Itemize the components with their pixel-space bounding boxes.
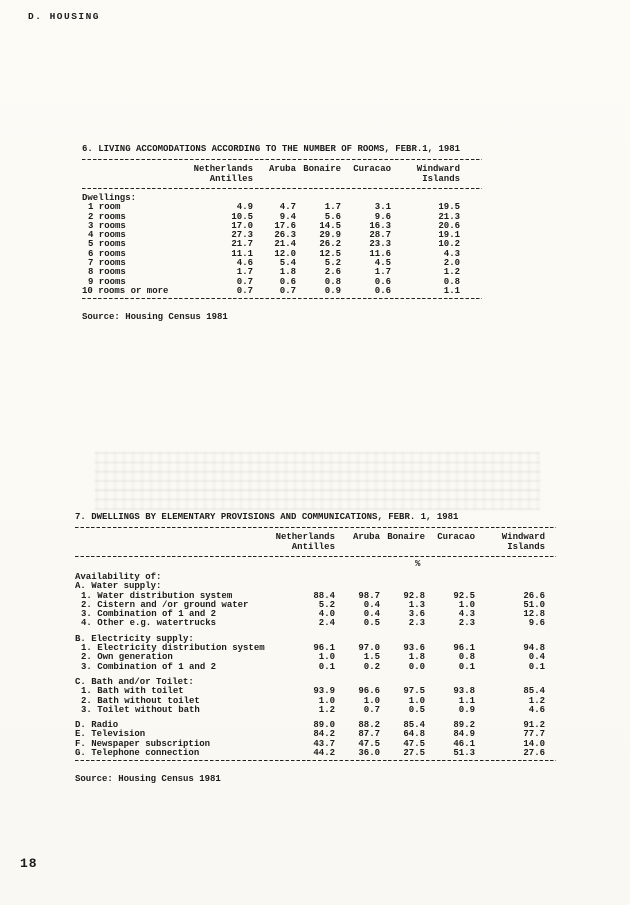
value-cell: 4.7 [279,202,296,213]
row-label: 4 rooms [88,230,126,241]
bleed-through-artifact [95,452,540,510]
value-cell: 46.1 [453,738,475,749]
value-cell: 0.1 [458,661,475,672]
table-row [75,706,556,715]
value-cell: 0.1 [318,661,335,672]
column-header [380,533,425,552]
row-label: 2 rooms [88,211,126,222]
column-header [253,165,296,184]
row-label: 2. Cistern and /or ground water [81,599,249,610]
value-cell: 2.0 [443,258,460,269]
value-cell: 4.3 [458,609,475,620]
value-cell: 2.3 [408,618,425,629]
value-cell: 4.6 [528,704,545,715]
unit-row [75,559,556,569]
divider-line [82,188,482,189]
value-cell: 1.2 [528,695,545,706]
value-cell: 14.0 [523,738,545,749]
value-cell: 0.6 [374,276,391,287]
column-header [296,165,341,184]
value-cell: 77.7 [523,729,545,740]
value-cell: 19.5 [438,202,460,213]
value-cell: 93.8 [453,686,475,697]
value-cell: 96.6 [358,686,380,697]
value-cell: 3.1 [374,202,391,213]
value-cell: 3.6 [408,609,425,620]
page-number: 18 [20,856,38,871]
divider-line [82,298,482,299]
value-cell: 92.5 [453,590,475,601]
row-label: 3. Combination of 1 and 2 [81,661,217,672]
value-cell: 4.9 [236,202,253,213]
value-cell: 88.2 [358,720,380,731]
value-cell: 1.7 [236,267,253,278]
value-cell: 12.8 [523,609,545,620]
table-title: 6. LIVING ACCOMODATIONS ACCORDING TO THE NUMBER OF ROOMS, FEBR.1, 1981 [82,144,461,154]
row-label: 1. Bath with toilet [81,686,184,697]
value-cell: 1.2 [318,704,335,715]
row-label: 3. Toilet without bath [81,704,200,715]
value-cell: 23.3 [369,239,391,250]
column-header-line: Netherlands [193,164,253,174]
value-cell: 0.4 [528,652,545,663]
row-label: 1. Electricity distribution system [81,643,265,654]
value-cell: 0.9 [458,704,475,715]
row-label: F. Newspaper subscription [75,738,211,749]
value-cell: 87.7 [358,729,380,740]
column-header [177,165,253,184]
divider-line [82,159,482,160]
value-cell: 26.3 [274,230,296,241]
value-cell: 97.0 [358,643,380,654]
value-cell: 0.7 [236,276,253,287]
value-cell: 1.0 [318,652,335,663]
value-cell: 64.8 [403,729,425,740]
document-section-header: D. HOUSING [28,11,101,22]
section-label: Availability of: [75,572,162,582]
value-cell: 21.7 [231,239,253,250]
value-cell: 0.8 [324,276,341,287]
value-cell: 27.5 [403,748,425,759]
table-row [75,663,556,672]
value-cell: 1.1 [443,285,460,296]
column-header [335,533,380,552]
value-cell: 17.0 [231,220,253,231]
value-cell: 1.2 [443,267,460,278]
value-cell: 12.0 [274,248,296,259]
value-cell: 26.6 [523,590,545,601]
value-cell: 1.8 [279,267,296,278]
column-header-line: Bonaire [387,532,425,542]
value-cell: 2.4 [318,618,335,629]
value-cell: 1.8 [408,652,425,663]
column-header-line: Netherlands [275,532,335,542]
value-cell: 98.7 [358,590,380,601]
value-cell: 85.4 [403,720,425,731]
value-cell: 9.6 [374,211,391,222]
value-cell: 11.1 [231,248,253,259]
value-cell: 91.2 [523,720,545,731]
value-cell: 27.3 [231,230,253,241]
column-header-line: Windward [501,532,545,542]
value-cell: 36.0 [358,748,380,759]
value-cell: 93.9 [313,686,335,697]
value-cell: 44.2 [313,748,335,759]
table-body [82,191,482,296]
value-cell: 1.0 [408,695,425,706]
value-cell: 4.5 [374,258,391,269]
section-label: C. Bath and/or Toilet: [75,676,194,687]
value-cell: 0.7 [279,285,296,296]
value-cell: 93.6 [403,643,425,654]
value-cell: 0.4 [363,599,380,610]
value-cell: 2.3 [458,618,475,629]
column-header [341,165,391,184]
column-header-line: Islands [507,541,545,552]
value-cell: 5.2 [324,258,341,269]
row-label: 7 rooms [88,258,126,269]
value-cell: 4.6 [236,258,253,269]
value-cell: 1.7 [374,267,391,278]
value-cell: 28.7 [369,230,391,241]
value-cell: 47.5 [358,738,380,749]
value-cell: 96.1 [313,643,335,654]
column-header-line: Curacao [437,532,475,542]
row-label: 5 rooms [88,239,126,250]
table-elementary-provisions [75,512,556,784]
value-cell: 94.8 [523,643,545,654]
value-cell: 29.9 [319,230,341,241]
row-label: 9 rooms [88,276,126,287]
column-header [475,533,545,552]
value-cell: 85.4 [523,686,545,697]
column-header-line: Curacao [353,164,391,174]
value-cell: 1.7 [324,202,341,213]
value-cell: 84.2 [313,729,335,740]
value-cell: 0.6 [374,285,391,296]
row-label: 1. Water distribution system [81,590,233,601]
section-label: B. Electricity supply: [75,633,194,644]
value-cell: 0.4 [363,609,380,620]
value-cell: 10.2 [438,239,460,250]
value-cell: 0.8 [458,652,475,663]
divider-line [75,556,556,557]
value-cell: 47.5 [403,738,425,749]
value-cell: 43.7 [313,738,335,749]
section-label: Dwellings: [82,193,137,203]
table-body [75,570,556,758]
table-row [75,749,556,758]
column-header [275,533,335,552]
value-cell: 0.5 [408,704,425,715]
divider-line [75,527,556,528]
value-cell: 9.6 [528,618,545,629]
value-cell: 51.0 [523,599,545,610]
column-header-line: Antilles [209,173,253,184]
value-cell: 1.1 [458,695,475,706]
table-row [82,287,482,296]
value-cell: 4.0 [318,609,335,620]
value-cell: 27.6 [523,748,545,759]
table-source: Source: Housing Census 1981 [75,774,221,785]
row-label: 6 rooms [88,248,126,259]
value-cell: 51.3 [453,748,475,759]
value-cell: 19.1 [438,230,460,241]
value-cell: 5.4 [279,258,296,269]
table-source: Source: Housing Census 1981 [82,312,228,323]
column-header [391,165,460,184]
percent-unit-label: % [415,559,421,569]
value-cell: 88.4 [313,590,335,601]
value-cell: 14.5 [319,220,341,231]
value-cell: 1.0 [363,695,380,706]
value-cell: 1.0 [318,695,335,706]
value-cell: 5.2 [318,599,335,610]
value-cell: 9.4 [279,211,296,222]
value-cell: 21.3 [438,211,460,222]
table-title: 7. DWELLINGS BY ELEMENTARY PROVISIONS AND COMMUNICATIONS, FEBR. 1, 1981 [75,512,459,522]
value-cell: 10.5 [231,211,253,222]
row-label: 3 rooms [88,220,126,231]
row-label: 3. Combination of 1 and 2 [81,609,217,620]
value-cell: 0.6 [279,276,296,287]
value-cell: 0.1 [528,661,545,672]
value-cell: 5.6 [324,211,341,222]
value-cell: 92.8 [403,590,425,601]
header-spacer-cell [75,533,275,552]
value-cell: 12.5 [319,248,341,259]
value-cell: 16.3 [369,220,391,231]
column-header-line: Bonaire [303,164,341,174]
value-cell: 17.6 [274,220,296,231]
value-cell: 26.2 [319,239,341,250]
column-header-line: Windward [416,164,460,174]
column-header-line: Islands [422,173,460,184]
value-cell: 89.2 [453,720,475,731]
row-label: 8 rooms [88,267,126,278]
row-label: 4. Other e.g. watertrucks [81,618,217,629]
value-cell: 0.5 [363,618,380,629]
row-label: 10 rooms or more [82,285,169,296]
value-cell: 1.5 [363,652,380,663]
table-header-row [75,530,556,554]
value-cell: 21.4 [274,239,296,250]
table-living-accommodations [82,144,482,322]
column-header [425,533,475,552]
value-cell: 20.6 [438,220,460,231]
value-cell: 11.6 [369,248,391,259]
column-header-line: Aruba [352,532,380,542]
section-label: A. Water supply: [75,581,162,592]
row-label: 2. Own generation [81,652,173,663]
value-cell: 97.5 [403,686,425,697]
value-cell: 96.1 [453,643,475,654]
table-row [75,619,556,628]
value-cell: 4.3 [443,248,460,259]
divider-line [75,760,556,761]
column-header-line: Antilles [291,541,335,552]
value-cell: 2.6 [324,267,341,278]
row-label: 1 room [88,202,121,213]
value-cell: 0.7 [236,285,253,296]
value-cell: 0.8 [443,276,460,287]
row-label: 2. Bath without toilet [81,695,200,706]
table-header-row [82,162,482,186]
value-cell: 0.0 [408,661,425,672]
value-cell: 1.3 [408,599,425,610]
value-cell: 0.2 [363,661,380,672]
row-label: E. Television [75,729,146,740]
column-header-line: Aruba [268,164,296,174]
value-cell: 1.0 [458,599,475,610]
header-spacer-cell [82,165,177,184]
row-label: G. Telephone connection [75,748,200,759]
value-cell: 0.9 [324,285,341,296]
row-label: D. Radio [75,720,119,731]
value-cell: 84.9 [453,729,475,740]
value-cell: 89.0 [313,720,335,731]
value-cell: 0.7 [363,704,380,715]
